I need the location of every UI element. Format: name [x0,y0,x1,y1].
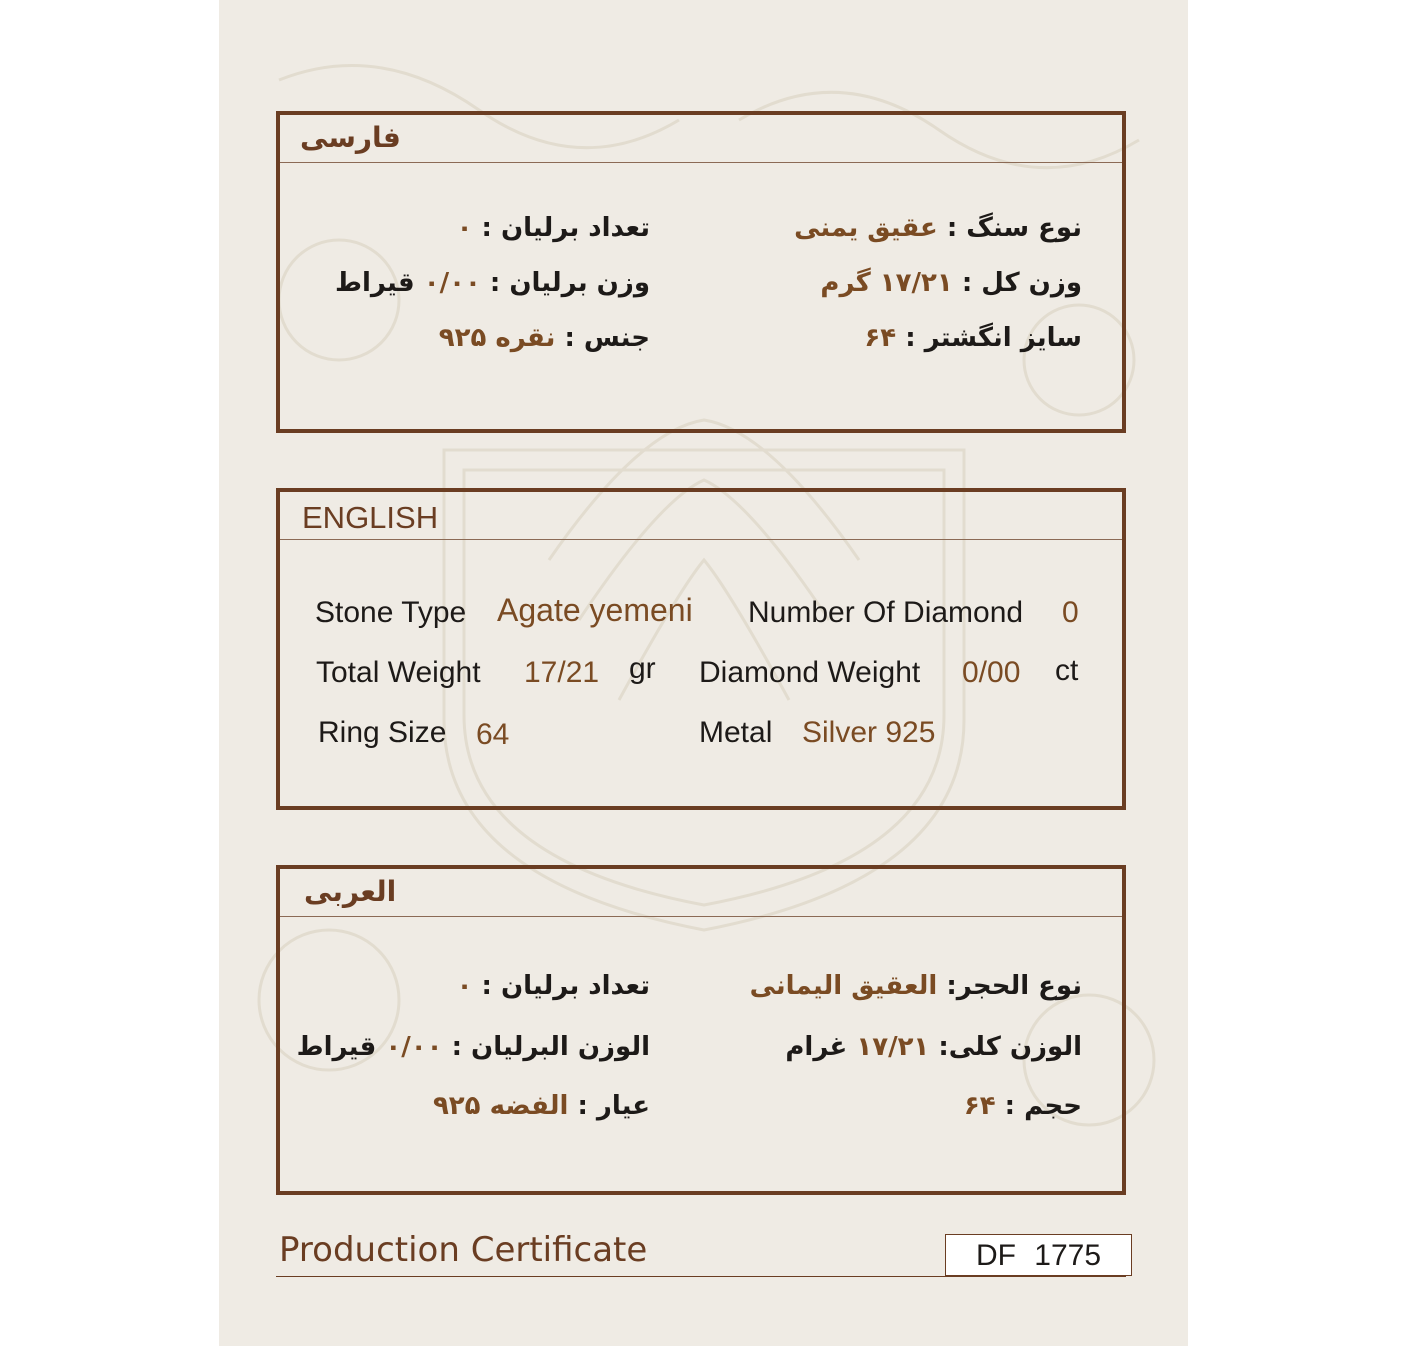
english-section-title: ENGLISH [302,500,439,535]
english-diamond-weight-label: Diamond Weight [699,656,921,689]
arabic-metal-label: عیار : [577,1091,650,1121]
arabic-diamond-weight [297,1032,650,1062]
persian-stone-type [794,213,1082,243]
arabic-size-label: حجم : [1004,1091,1082,1121]
persian-section-header [280,115,1122,163]
english-total-weight-label: Total Weight [316,656,481,689]
arabic-size-value: ۶۴ [963,1091,996,1121]
persian-total-weight-label: وزن کل : [961,268,1082,298]
english-stone-type-value: Agate yemeni [497,592,693,628]
english-diamond-weight-unit: ct [1055,654,1079,687]
arabic-section-title: العربی [304,875,397,908]
arabic-total-weight [785,1032,1082,1062]
persian-metal-label: جنس : [564,323,650,353]
persian-ring-size [864,323,1082,353]
persian-metal-value: نقره ۹۲۵ [438,323,556,353]
arabic-diamond-count-label: تعداد برلیان : [481,971,650,1001]
persian-diamond-count-label: تعداد برلیان : [481,213,650,243]
english-total-weight-unit: gr [629,652,656,685]
arabic-metal [433,1091,650,1121]
english-ring-size-label: Ring Size [318,716,447,749]
english-stone-type-label: Stone Type [315,596,467,629]
persian-total-weight-value: ۱۷/۲۱ گرم [820,268,953,298]
arabic-total-weight-unit: غرام [785,1032,848,1062]
arabic-section [276,865,1126,1195]
arabic-stone-type [750,971,1082,1001]
persian-diamond-weight [335,268,650,298]
arabic-metal-value: الفضه ۹۲۵ [432,1091,569,1121]
certificate-page [219,0,1188,1346]
arabic-total-weight-label: الوزن کلی: [938,1032,1082,1062]
persian-section [276,111,1126,433]
persian-stone-type-value: عقیق یمنی [794,213,938,243]
arabic-stone-type-label: نوع الحجر: [946,971,1082,1001]
persian-total-weight [820,268,1082,298]
production-certificate-title: Production Certificate [279,1230,648,1270]
arabic-diamond-weight-unit: قیراط [296,1032,377,1062]
persian-diamond-weight-unit: قیراط [334,268,415,298]
arabic-stone-type-value: العقیق الیمانی [749,971,938,1001]
english-section [276,488,1126,810]
persian-diamond-weight-value: ۰/۰۰ [423,268,481,298]
persian-diamond-weight-label: وزن برلیان : [489,268,650,298]
english-total-weight-value: 17/21 [524,656,600,689]
english-ring-size-value: 64 [476,718,510,751]
footer-divider [276,1276,1126,1277]
arabic-diamond-count [457,971,650,1001]
persian-section-title: فارسی [300,121,401,154]
persian-diamond-count-value: ۰ [456,213,473,243]
persian-ring-size-label: سایز انگشتر : [905,323,1082,353]
english-metal-value: Silver 925 [802,716,936,749]
english-diamond-count-label: Number Of Diamond [748,596,1024,629]
persian-diamond-count [457,213,650,243]
arabic-size [964,1091,1082,1121]
english-section-header [280,492,1122,540]
persian-ring-size-value: ۶۴ [864,323,897,353]
english-diamond-count-value: 0 [1062,596,1079,629]
arabic-section-header [280,869,1122,917]
arabic-diamond-weight-value: ۰/۰۰ [385,1032,443,1062]
persian-stone-type-label: نوع سنگ : [946,213,1082,243]
arabic-diamond-weight-label: الوزن البرلیان : [451,1032,650,1062]
arabic-total-weight-value: ۱۷/۲۱ [856,1032,930,1062]
persian-metal [439,323,650,353]
certificate-code: DF 1775 [945,1234,1132,1276]
english-diamond-weight-value: 0/00 [962,656,1021,689]
arabic-diamond-count-value: ۰ [456,971,473,1001]
english-metal-label: Metal [699,716,773,749]
